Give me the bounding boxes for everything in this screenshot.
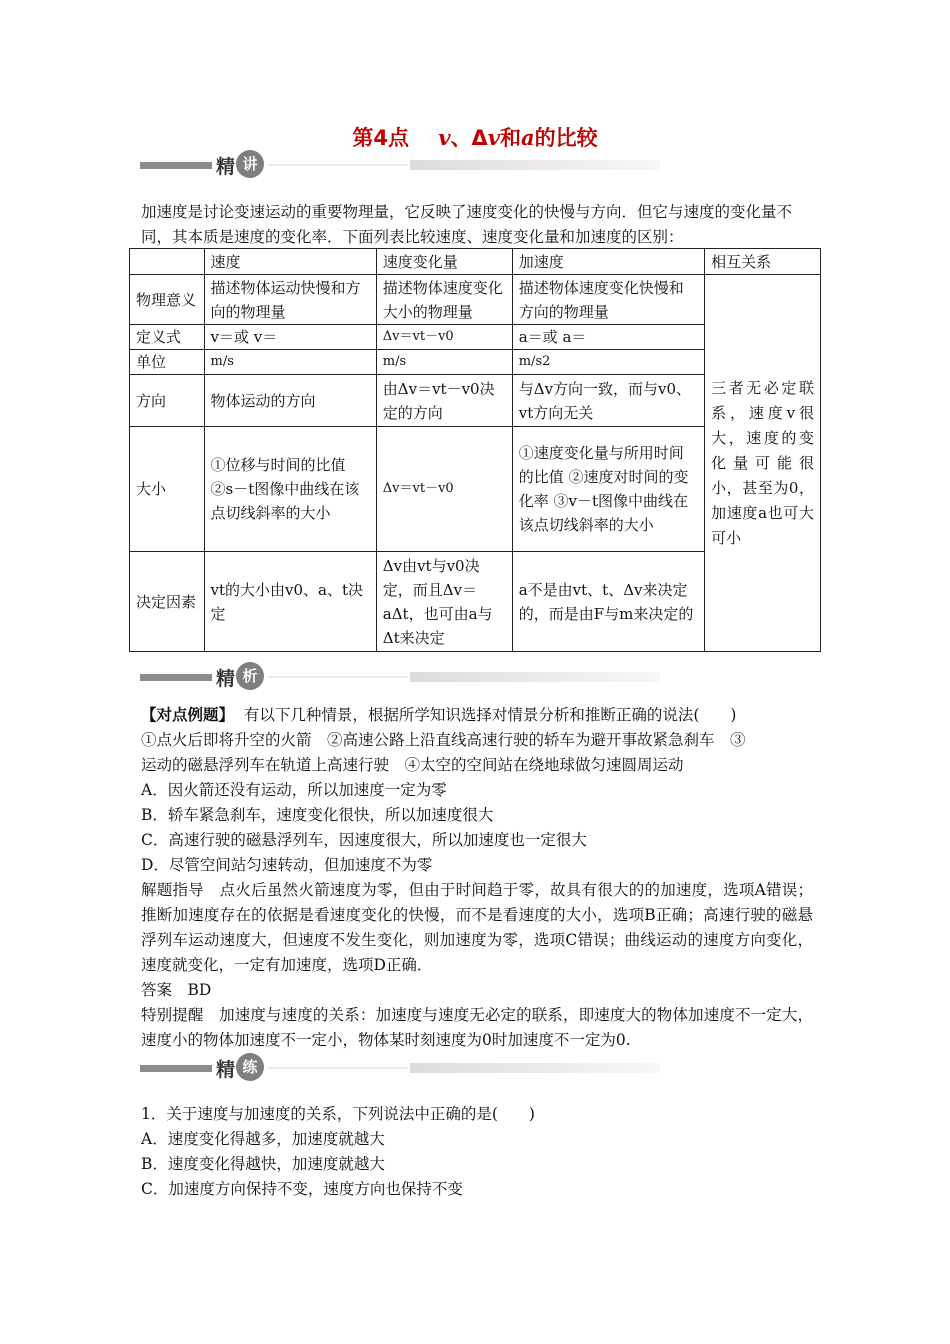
banner-bar xyxy=(140,162,212,169)
option-d: D．尽管空间站匀速转动，但加速度不为零 xyxy=(141,856,433,874)
cell-velocity: vt的大小由v0、a、t决定 xyxy=(204,552,376,652)
cell-acceleration: m/s2 xyxy=(512,350,704,375)
banner-circle: 练 xyxy=(236,1053,264,1081)
title-v2: v xyxy=(487,125,500,150)
scenario-line: ①点火后即将升空的火箭 ②高速公路上沿直线高速行驶的轿车为避开事故紧急刹车 ③ xyxy=(141,731,746,749)
section-banner-jiangjie xyxy=(140,150,520,180)
banner-gradient xyxy=(410,672,660,682)
table-header-cell: 相互关系 xyxy=(705,249,821,275)
title-v: v xyxy=(438,125,451,150)
cell-delta-v: Δv＝vt－v0 xyxy=(376,325,512,350)
practice-question: 1．关于速度与加速度的关系，下列说法中正确的是( ) xyxy=(141,1105,535,1123)
option-c: C．高速行驶的磁悬浮列车，因速度很大，所以加速度也一定很大 xyxy=(141,831,587,849)
cell-delta-v: 描述物体速度变化大小的物理量 xyxy=(376,275,512,325)
banner-circle: 析 xyxy=(236,662,264,690)
banner-line xyxy=(268,164,408,166)
practice-option-a: A．速度变化得越多，加速度就越大 xyxy=(141,1130,385,1148)
cell-velocity: 描述物体运动快慢和方向的物理量 xyxy=(204,275,376,325)
cell-delta-v: m/s xyxy=(376,350,512,375)
scenario-line: 运动的磁悬浮列车在轨道上高速行驶 ④太空的空间站在绕地球做匀速圆周运动 xyxy=(141,756,684,774)
cell-delta-v: Δv由vt与v0决定，而且Δv＝aΔt，也可由a与Δt来决定 xyxy=(376,552,512,652)
title-a: a xyxy=(520,125,535,150)
table-header-cell: 加速度 xyxy=(512,249,704,275)
banner-bar xyxy=(140,674,212,681)
cell-acceleration: a＝或 a＝ xyxy=(512,325,704,350)
cell-relation: 三者无必定联系，速度v很大，速度的变化量可能很小，甚至为0，加速度a也可大可小 xyxy=(705,275,821,652)
title-suffix: 的比较 xyxy=(534,126,598,150)
cell-acceleration: ①速度变化量与所用时间的比值 ②速度对时间的变化率 ③v－t图像中曲线在该点切线斜率的大小 xyxy=(512,427,704,552)
reminder-text: 特别提醒 加速度与速度的关系：加速度与速度无必定的联系，即速度大的物体加速度不一定大，速度小的物体加速度不一定小，物体某时刻速度为0时加速度不一定为0. xyxy=(141,1006,813,1049)
title-prefix: 第4点 xyxy=(352,126,410,150)
row-label: 决定因素 xyxy=(130,552,205,652)
section-banner-jinglian xyxy=(140,1053,520,1083)
row-label: 单位 xyxy=(130,350,205,375)
banner-label: 精 xyxy=(216,668,236,690)
intro-paragraph: 加速度是讨论变速运动的重要物理量，它反映了速度变化的快慢与方向．但它与速度的变化量不同，其本质是速度的变化率．下面列表比较速度、速度变化量和加速度的区别： xyxy=(141,203,793,246)
table-header-cell: 速度变化量 xyxy=(376,249,512,275)
answer-text: 答案 BD xyxy=(141,981,212,999)
example-question-text: 有以下几种情景，根据所学知识选择对情景分析和推断正确的说法( ) xyxy=(243,706,737,724)
page-title xyxy=(0,122,950,152)
practice-option-c: C．加速度方向保持不变，速度方向也保持不变 xyxy=(141,1180,463,1198)
cell-acceleration: 描述物体速度变化快慢和方向的物理量 xyxy=(512,275,704,325)
cell-delta-v: 由Δv＝vt－v0决定的方向 xyxy=(376,375,512,427)
cell-velocity: 物体运动的方向 xyxy=(204,375,376,427)
cell-delta-v: Δv＝vt－v0 xyxy=(376,427,512,552)
cell-velocity: v＝或 v＝ xyxy=(204,325,376,350)
banner-bar xyxy=(140,1065,212,1072)
banner-line xyxy=(268,1067,408,1069)
row-label: 定义式 xyxy=(130,325,205,350)
banner-gradient xyxy=(410,1063,660,1073)
cell-acceleration: a不是由vt、t、Δv来决定的，而是由F与m来决定的 xyxy=(512,552,704,652)
cell-velocity: ①位移与时间的比值 ②s－t图像中曲线在该点切线斜率的大小 xyxy=(204,427,376,552)
table-row xyxy=(130,275,821,325)
title-and: 和 xyxy=(499,126,521,150)
banner-label: 精 xyxy=(216,156,236,178)
section-banner-jingxi xyxy=(140,662,520,692)
banner-line xyxy=(268,676,408,678)
row-label: 物理意义 xyxy=(130,275,205,325)
solution-text: 解题指导 点火后虽然火箭速度为零，但由于时间趋于零，故具有很大的的加速度，选项A错误；推断加速度存在的依据是看速度变化的快慢，而不是看速度的大小，选项B正确；高速行驶的磁悬浮列车运动速度大，但速度不发生变化，则加速度为零，选项C错误；曲线运动的速度方向变化，速度就变化，一定有加速度，选项D正确． xyxy=(141,881,813,974)
table-header-row xyxy=(130,249,821,275)
example-question xyxy=(141,702,821,728)
practice-option-b: B．速度变化得越快，加速度就越大 xyxy=(141,1155,385,1173)
cell-acceleration: 与Δv方向一致，而与v0、vt方向无关 xyxy=(512,375,704,427)
option-a: A．因火箭还没有运动，所以加速度一定为零 xyxy=(141,781,447,799)
option-b: B．轿车紧急刹车，速度变化很快，所以加速度很大 xyxy=(141,806,494,824)
cell-velocity: m/s xyxy=(204,350,376,375)
title-mid: 、Δ xyxy=(450,126,488,150)
comparison-table xyxy=(129,248,821,652)
table-header-cell: 速度 xyxy=(204,249,376,275)
banner-label: 精 xyxy=(216,1059,236,1081)
banner-gradient xyxy=(410,160,660,170)
row-label: 方向 xyxy=(130,375,205,427)
row-label: 大小 xyxy=(130,427,205,552)
table-header-cell xyxy=(130,249,205,275)
banner-circle: 讲 xyxy=(236,150,264,178)
example-tag: 【对点例题】 xyxy=(141,705,235,724)
